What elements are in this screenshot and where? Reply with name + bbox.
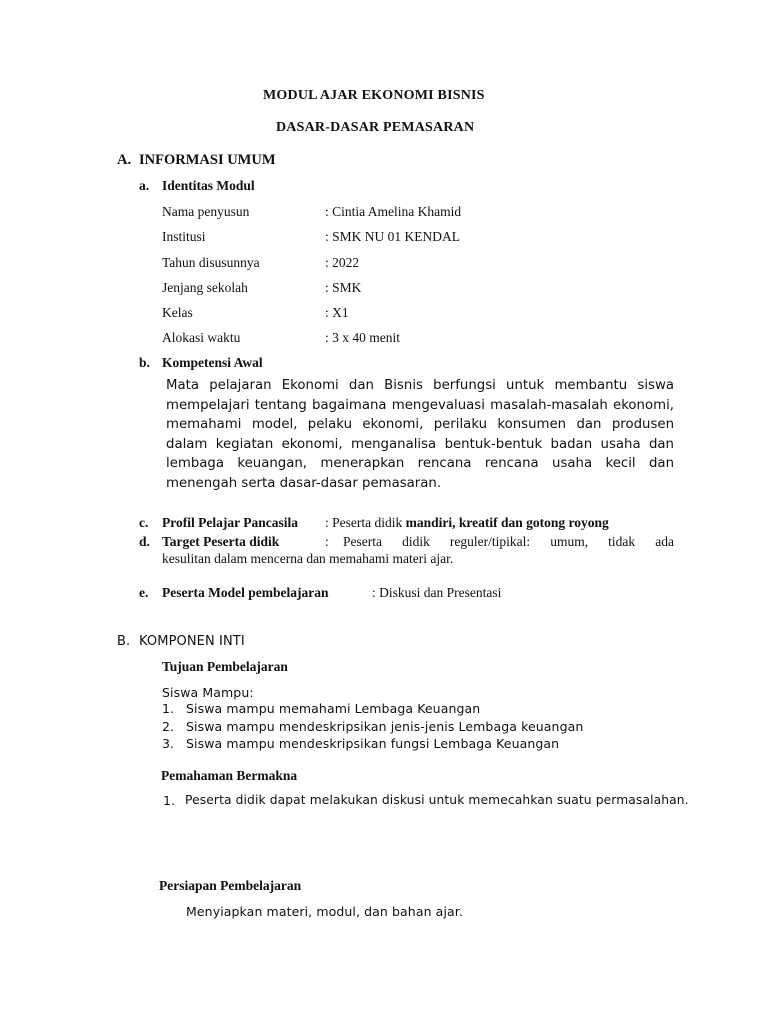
section-a-marker: A. — [117, 152, 132, 168]
target-title: Target Peserta didik — [162, 534, 280, 549]
identitas-marker: a. — [139, 178, 150, 193]
profil-marker: c. — [139, 515, 149, 530]
identitas-value: : Cintia Amelina Khamid — [325, 204, 462, 219]
identitas-value: : 2022 — [325, 255, 360, 270]
profil-colon: : — [325, 515, 329, 530]
document-title: MODUL AJAR EKONOMI BISNIS — [263, 88, 485, 103]
identitas-value: : SMK — [325, 280, 362, 295]
profil-value — [325, 515, 609, 531]
document-subtitle: DASAR-DASAR PEMASARAN — [276, 120, 475, 135]
identitas-label: Alokasi waktu — [162, 330, 241, 345]
profil-value-mandiri: mandiri — [405, 515, 453, 530]
identitas-label: Nama penyusun — [162, 204, 250, 219]
profil-value-kreatif: kreatif dan gotong royong — [458, 515, 609, 530]
list-item-number: 1. — [163, 793, 176, 808]
identitas-title: Identitas Modul — [162, 178, 255, 193]
model-marker: e. — [139, 585, 149, 600]
target-value-line1: Peserta didik reguler/tipikal: umum, tidak ada — [343, 534, 674, 549]
list-item: Siswa mampu mendeskripsikan jenis-jenis Lembaga keuangan — [186, 719, 584, 734]
tujuan-title: Tujuan Pembelajaran — [162, 659, 288, 674]
target-marker: d. — [139, 534, 150, 549]
persiapan-text: Menyiapkan materi, modul, dan bahan ajar. — [186, 904, 463, 919]
pemahaman-title: Pemahaman Bermakna — [161, 768, 298, 783]
list-item: Siswa mampu memahami Lembaga Keuangan — [186, 701, 481, 716]
list-item-number: 1. — [162, 701, 175, 716]
identitas-value: : SMK NU 01 KENDAL — [325, 229, 460, 244]
profil-value-prefix: Peserta didik — [332, 515, 403, 530]
section-b-title: KOMPONEN INTI — [139, 634, 245, 649]
kompetensi-title: Kompetensi Awal — [162, 355, 263, 370]
section-b-marker: B. — [117, 634, 131, 649]
list-item: Peserta didik dapat melakukan diskusi untuk memecahkan suatu permasalahan. — [185, 793, 689, 807]
kompetensi-marker: b. — [139, 355, 150, 370]
tujuan-intro: Siswa Mampu: — [162, 685, 254, 700]
model-title: Peserta Model pembelajaran — [162, 585, 329, 600]
section-a-title: INFORMASI UMUM — [139, 152, 276, 168]
identitas-value: : 3 x 40 menit — [325, 330, 400, 345]
list-item: Siswa mampu mendeskripsikan fungsi Lembaga Keuangan — [186, 736, 560, 751]
identitas-label: Kelas — [162, 305, 193, 320]
identitas-label: Institusi — [162, 229, 206, 244]
target-value-line2: kesulitan dalam mencerna dan memahami materi ajar. — [162, 551, 454, 566]
identitas-label: Jenjang sekolah — [162, 280, 248, 295]
list-item-number: 3. — [162, 736, 175, 751]
model-value: : Diskusi dan Presentasi — [372, 585, 502, 600]
list-item-number: 2. — [162, 719, 175, 734]
target-colon: : — [325, 534, 329, 549]
persiapan-title: Persiapan Pembelajaran — [159, 878, 302, 893]
identitas-label: Tahun disusunnya — [162, 255, 260, 270]
profil-value-comma: , — [452, 515, 456, 530]
kompetensi-paragraph: Mata pelajaran Ekonomi dan Bisnis berfungsi untuk membantu siswa mempelajari tentang bagaimana mengevaluasi masalah-masalah ekonomi, memahami model, pelaku ekonomi, perilaku konsumen dan produsen dalam kegiatan ekonomi, menganalisa bentuk-bentuk badan usaha dan lembaga keuangan, menerapkan rencana rencana usaha kecil dan menengah serta dasar-dasar pemasaran. — [166, 378, 674, 491]
profil-title: Profil Pelajar Pancasila — [162, 515, 298, 530]
identitas-value: : X1 — [325, 305, 349, 320]
